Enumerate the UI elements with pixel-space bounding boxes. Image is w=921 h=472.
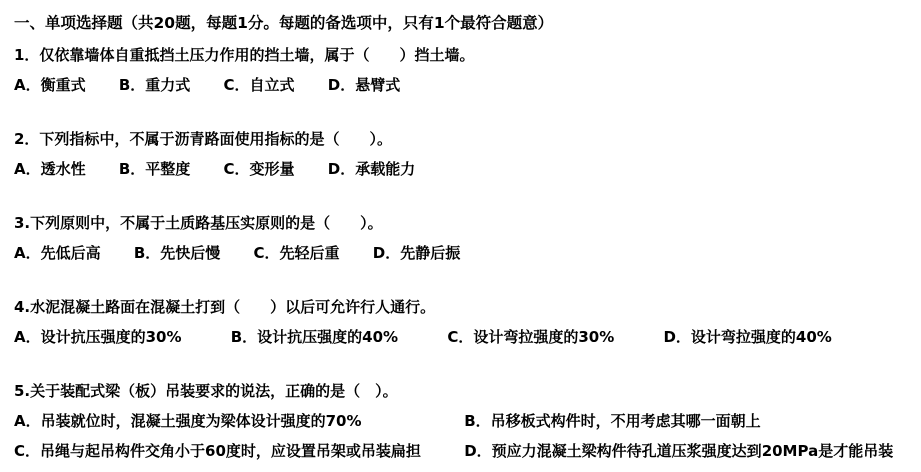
question-1-option-c: C．自立式 bbox=[223, 76, 295, 94]
question-5 bbox=[14, 376, 915, 466]
question-4-text: 4.水泥混凝土路面在混凝土打到（ ）以后可允许行人通行。 bbox=[14, 298, 436, 316]
question-4-options bbox=[14, 322, 915, 352]
question-1-option-a: A．衡重式 bbox=[14, 76, 86, 94]
question-2-option-d: D．承载能力 bbox=[327, 160, 416, 178]
question-5-options-row-1 bbox=[14, 406, 915, 436]
question-5-option-c: C．吊绳与起吊构件交角小于60度时，应设置吊架或吊装扁担 bbox=[14, 442, 421, 460]
question-5-text: 5.关于装配式梁（板）吊装要求的说法，正确的是（ ）。 bbox=[14, 382, 398, 400]
question-3 bbox=[14, 208, 915, 268]
question-5-option-d: D．预应力混凝土梁构件待孔道压浆强度达到20MPa是才能吊装 bbox=[464, 442, 894, 460]
question-2-option-b: B．平整度 bbox=[118, 160, 191, 178]
question-3-option-a: A．先低后高 bbox=[14, 244, 101, 262]
question-1 bbox=[14, 40, 915, 100]
question-2-option-c: C．变形量 bbox=[223, 160, 295, 178]
question-4 bbox=[14, 292, 915, 352]
question-4-option-d: D．设计弯拉强度的40% bbox=[663, 328, 832, 346]
question-2-text: 2．下列指标中，不属于沥青路面使用指标的是（ ）。 bbox=[14, 130, 392, 148]
question-1-option-b: B．重力式 bbox=[118, 76, 191, 94]
question-1-text: 1．仅依靠墙体自重抵挡土压力作用的挡土墙，属于（ ）挡土墙。 bbox=[14, 46, 475, 64]
question-3-option-c: C．先轻后重 bbox=[253, 244, 340, 262]
question-3-option-b: B．先快后慢 bbox=[133, 244, 221, 262]
question-4-option-a: A．设计抗压强度的30% bbox=[14, 328, 182, 346]
question-3-options bbox=[14, 238, 915, 268]
question-5-option-b: B．吊移板式构件时，不用考虑其哪一面朝上 bbox=[464, 412, 761, 430]
question-4-option-b: B．设计抗压强度的40% bbox=[230, 328, 399, 346]
question-2-options bbox=[14, 154, 915, 184]
question-4-option-c: C．设计弯拉强度的30% bbox=[447, 328, 615, 346]
question-1-option-d: D．悬臂式 bbox=[327, 76, 401, 94]
question-3-option-d: D．先静后振 bbox=[372, 244, 461, 262]
section-header: 一、单项选择题（共20题，每题1分。每题的备选项中，只有1个最符合题意） bbox=[14, 14, 554, 32]
question-2-option-a: A．透水性 bbox=[14, 160, 86, 178]
question-2 bbox=[14, 124, 915, 184]
question-5-option-a: A．吊装就位时，混凝土强度为梁体设计强度的70% bbox=[14, 412, 362, 430]
question-3-text: 3.下列原则中，不属于土质路基压实原则的是（ ）。 bbox=[14, 214, 383, 232]
question-1-options bbox=[14, 70, 915, 100]
question-5-options-row-2 bbox=[14, 436, 915, 466]
